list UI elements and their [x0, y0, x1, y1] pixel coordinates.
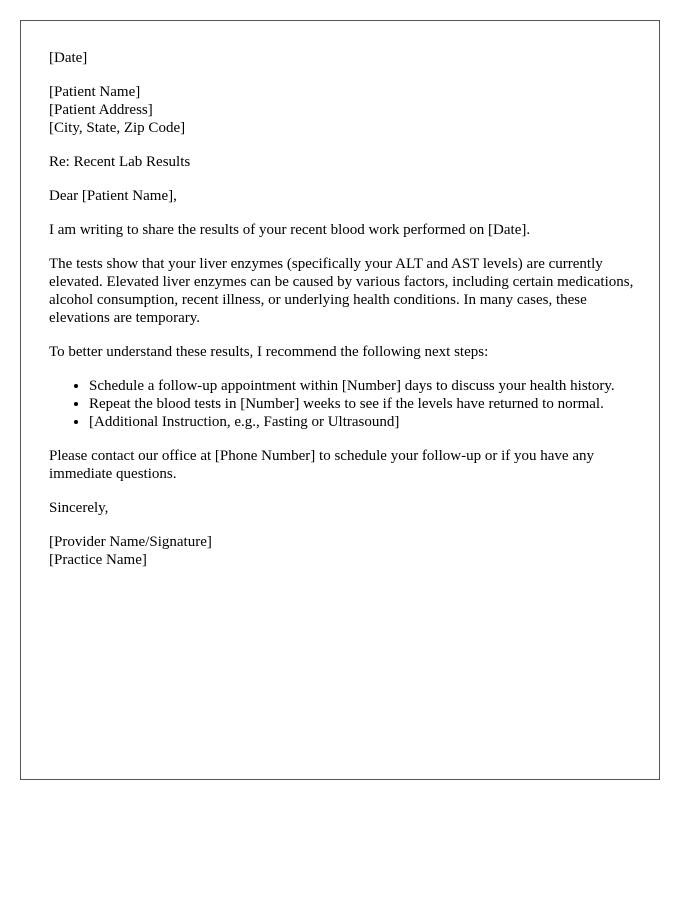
steps-intro: To better understand these results, I recommend the following next steps: [49, 344, 489, 360]
patient-address: [Patient Address] [49, 102, 153, 118]
list-item: • [Additional Instruction, e.g., Fasting or Ultrasound] [89, 413, 641, 431]
findings-paragraph: The tests show that your liver enzymes (specifically your ALT and AST levels) are currently elevated. Elevated liver enzymes can be caused by various factors, including certain medications, alcohol consumption, recent illness, or underlying health conditions. In many cases, these elevations are temporary. [49, 256, 634, 326]
provider-name: [Provider Name/Signature] [49, 534, 212, 550]
practice-name: [Practice Name] [49, 552, 147, 568]
list-item: • Repeat the blood tests in [Number] weeks to see if the levels have returned to normal. [89, 395, 641, 413]
next-steps-list [49, 377, 641, 431]
city-state-zip: [City, State, Zip Code] [49, 120, 186, 136]
intro-paragraph: I am writing to share the results of your recent blood work performed on [Date]. [49, 222, 531, 238]
salutation: Dear [Patient Name], [49, 188, 177, 204]
letter-date: [Date] [49, 50, 88, 66]
contact-paragraph: Please contact our office at [Phone Number] to schedule your follow-up or if you have any immediate questions. [49, 448, 594, 482]
patient-name: [Patient Name] [49, 84, 141, 100]
letter-page [20, 20, 660, 780]
recipient-address [49, 83, 641, 137]
list-item: • Schedule a follow-up appointment within [Number] days to discuss your health history. [89, 377, 641, 395]
subject-line: Re: Recent Lab Results [49, 154, 191, 170]
signature-block [49, 533, 641, 569]
letter-body [49, 49, 641, 585]
closing: Sincerely, [49, 500, 109, 516]
